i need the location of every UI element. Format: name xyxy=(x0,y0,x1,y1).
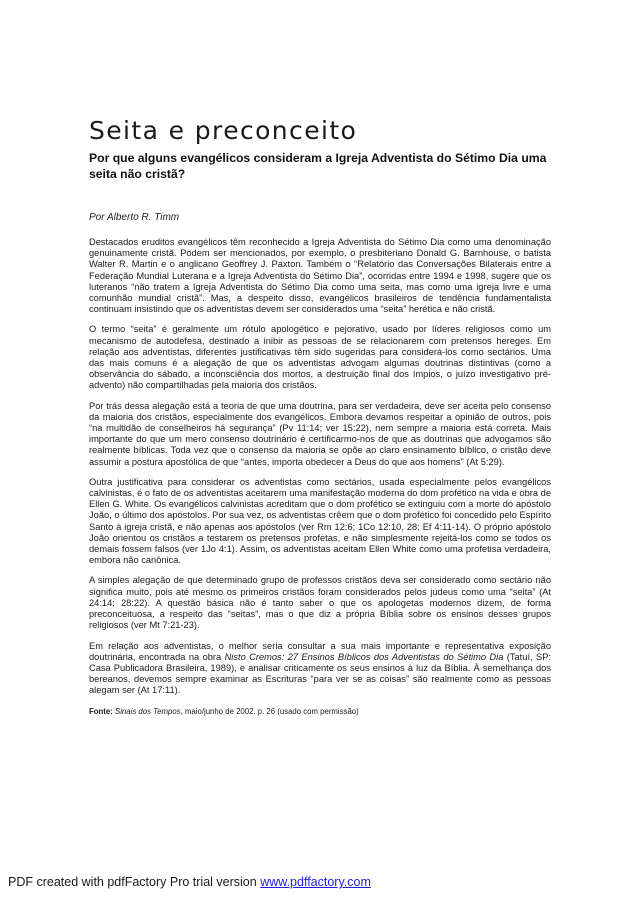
article-subtitle: Por que alguns evangélicos consideram a Igreja Adventista do Sétimo Dia uma seita não cristã? xyxy=(89,151,547,181)
article-title: Seita e preconceito xyxy=(89,116,358,145)
paragraph-4: Outra justificativa para considerar os adventistas como sectários, usada especialmente pelos evangélicos calvinistas, é o fato de os adventistas aceitarem uma manifestação moderna do dom profético na vida e obra de Ellen G. White. Os evangélicos calvinistas acreditam que o dom profético se extinguiu com a morte do apóstolo João, o último dos apóstolos. Por sua vez, os adventistas crêem que o dom profético foi concedido pelo Espírito Santo à igreja cristã, e não apenas aos apóstolos (ver Rm 12:6; 1Co 12:10, 28; Ef 4:11-14). O próprio apóstolo João orientou os cristãos a testarem os pretensos profetas, e não simplesmente rejeitá-los como se todos os demais fossem falsos (ver 1Jo 4:1). Assim, os adventistas aceitam Ellen White como uma profetisa verdadeira, embora não canônica. xyxy=(89,476,551,566)
paragraph-1: Destacados eruditos evangélicos têm reconhecido a Igreja Adventista do Sétimo Dia como uma denominação genuinamente cristã. Podem ser mencionados, por exemplo, o presbiteriano Donald G. Barnhouse, o batista Walter R. Martin e o anglicano Geoffrey J. Paxton. Também o “Relatório das Conversações Bilaterais entre a Federação Mundial Luterana e a Igreja Adventista do Sétimo Dia”, ocorridas entre 1994 e 1998, sugere que os luteranos “não tratem a Igreja Adventista do Sétimo Dia como uma seita, mas como uma igreja livre e uma comunhão mundial cristã”. Mas, a despeito disso, evangélicos brasileiros de tendência fundamentalista continuam insistindo que os adventistas devem ser considerados uma “seita” herética e não cristã. xyxy=(89,237,551,315)
footer-text: PDF created with pdfFactory Pro trial version xyxy=(8,875,261,889)
article-author: Por Alberto R. Timm xyxy=(89,212,180,223)
source-publication: Sinais dos Tempos xyxy=(115,706,181,716)
article-body xyxy=(89,237,551,717)
source-credit xyxy=(89,706,551,717)
paragraph-3: Por trás dessa alegação está a teoria de que uma doutrina, para ser verdadeira, deve ser aceita pelo consenso da maioria dos cristãos, especialmente dos evangélicos. Embora devamos respeitar a opinião de outros, pois “na multidão de conselheiros há segurança” (Pv 11:14; ver 15:22), nem sempre a maioria está correta. Mais importante do que um mero consenso doutrinário é certificarmo-nos de que as doutrinas que advogamos são realmente bíblicas. Toda vez que o consenso da maioria se opõe ao claro ensinamento bíblico, o cristão deve assumir a postura apostólica de que “antes, importa obedecer a Deus do que aos homens” (At 5:29). xyxy=(89,400,551,467)
paragraph-6-text-start: Em relação aos adventistas, o melhor seria consultar a sua mais importante e representativa exposição doutrinária, encontrada na obra xyxy=(89,640,551,662)
pdf-footer xyxy=(8,875,371,889)
footer-link[interactable]: www.pdffactory.com xyxy=(260,875,371,889)
source-detail: , maio/junho de 2002. p. 26 (usado com permissão) xyxy=(180,706,359,716)
paragraph-6-text-end: (Tatuí, SP: Casa Publicadora Brasileira, 1989), e analisar criticamente os seus ensinos à luz da Bíblia. À semelhança dos bereanos, devemos sempre examinar as Escrituras “para ver se as coisas” são realmente como as pessoas alegam ser (At 17:11). xyxy=(89,651,551,696)
source-label: Fonte: xyxy=(89,706,113,716)
paragraph-6 xyxy=(89,641,551,697)
paragraph-5: A simples alegação de que determinado grupo de professos cristãos deva ser considerado como sectário não significa muito, pois até mesmo os primeiros cristãos foram considerados pelos judeus como uma “seita” (At 24:14; 28:22). A questão básica não é tanto saber o que os apologetas modernos dizem, de forma preconceituosa, a respeito das “seitas”, mas o que diz a própria Bíblia sobre os ensinos desses grupos religiosos (ver Mt 7:21-23). xyxy=(89,575,551,631)
book-title: Nisto Cremos: 27 Ensinos Bíblicos dos Adventistas do Sétimo Dia xyxy=(224,651,504,662)
paragraph-2: O termo “seita” é geralmente um rótulo apologético e pejorativo, usado por líderes religiosos como um mecanismo de autodefesa, destinado a inibir as pessoas de se relacionarem com pretensos hereges. Em relação aos adventistas, diferentes justificativas têm sido sugeridas para considerá-los como sectários. Uma das mais comuns é a alegação de que os adventistas advogam algumas doutrinas distintivas (como a observância do sábado, a inconsciência dos mortos, a destruição final dos ímpios, o juízo investigativo pré-advento) não compartilhadas pela maioria dos cristãos. xyxy=(89,324,551,391)
